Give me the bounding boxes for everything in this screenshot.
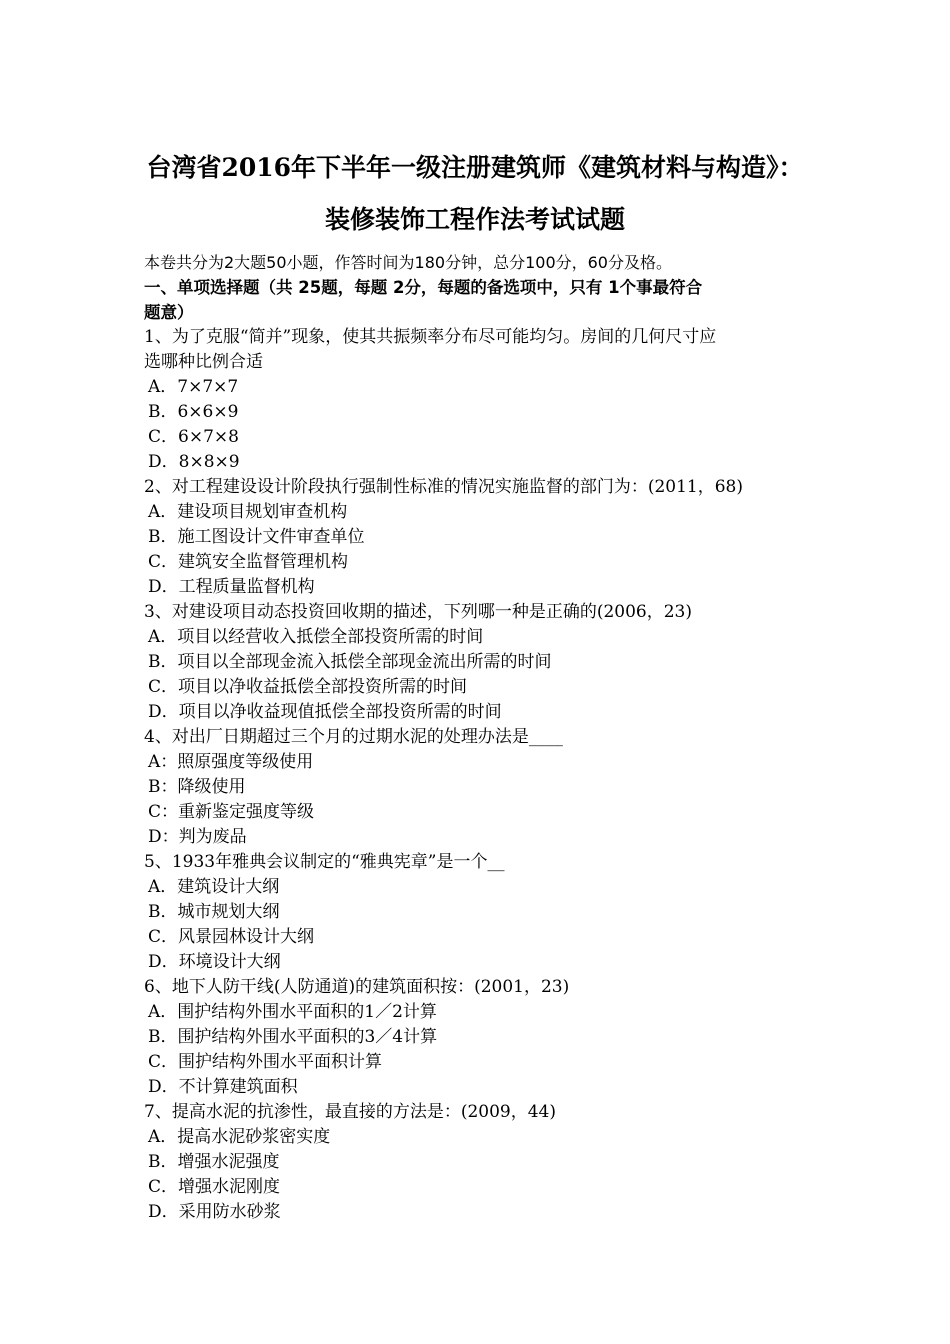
answer-option: D．采用防水砂浆	[148, 1202, 281, 1222]
answer-option: A．建筑设计大纲	[148, 877, 280, 897]
answer-option: A．围护结构外围水平面积的1／2计算	[148, 1002, 437, 1022]
question-1	[144, 325, 814, 475]
answer-option: B．6×6×9	[148, 402, 239, 422]
answer-option: C．围护结构外围水平面积计算	[148, 1052, 383, 1072]
answer-option: A：照原强度等级使用	[148, 752, 314, 772]
question-6	[144, 975, 814, 1100]
question-7	[144, 1100, 814, 1225]
question-5	[144, 850, 814, 975]
answer-option: B．项目以全部现金流入抵偿全部现金流出所需的时间	[148, 652, 552, 672]
section-heading: 一、单项选择题（共 25题，每题 2分，每题的备选项中，只有 1个事最符合	[144, 278, 703, 297]
question-stem: 3、对建设项目动态投资回收期的描述，下列哪一种是正确的(2006，23)	[144, 602, 692, 622]
document-body	[144, 250, 814, 1225]
answer-option: A．提高水泥砂浆密实度	[148, 1127, 331, 1147]
document-title-line-2: 装修装饰工程作法考试试题	[324, 205, 625, 234]
question-4	[144, 725, 814, 850]
question-stem: 4、对出厂日期超过三个月的过期水泥的处理办法是____	[144, 727, 563, 747]
answer-option: B．增强水泥强度	[148, 1152, 280, 1172]
question-stem: 5、1933年雅典会议制定的“雅典宪章”是一个__	[144, 852, 505, 872]
answer-option: B．城市规划大纲	[148, 902, 280, 922]
question-stem: 1、为了克服“简并”现象，使其共振频率分布尽可能均匀。房间的几何尺寸应	[144, 327, 717, 347]
question-stem: 6、地下人防干线(人防通道)的建筑面积按：(2001，23)	[144, 977, 570, 997]
document-title-line-1: 台湾省2016年下半年一级注册建筑师《建筑材料与构造》：	[146, 153, 804, 182]
answer-option: C．风景园林设计大纲	[148, 927, 315, 947]
question-2	[144, 475, 814, 600]
answer-option: C．增强水泥刚度	[148, 1177, 281, 1197]
answer-option: A．项目以经营收入抵偿全部投资所需的时间	[148, 627, 484, 647]
answer-option: B．施工图设计文件审查单位	[148, 527, 365, 547]
answer-option: D．不计算建筑面积	[148, 1077, 298, 1097]
question-stem: 2、对工程建设设计阶段执行强制性标准的情况实施监督的部门为：(2011，68)	[144, 477, 743, 497]
question-list	[144, 325, 814, 1225]
answer-option: C．6×7×8	[148, 427, 239, 447]
answer-option: D：判为废品	[148, 827, 247, 847]
question-stem: 选哪种比例合适	[144, 352, 263, 372]
answer-option: C．项目以净收益抵偿全部投资所需的时间	[148, 677, 468, 697]
answer-option: A．建设项目规划审查机构	[148, 502, 348, 522]
answer-option: C．建筑安全监督管理机构	[148, 552, 349, 572]
exam-intro: 本卷共分为2大题50小题，作答时间为180分钟，总分100分，60分及格。	[144, 253, 672, 272]
section-heading-continued: 题意）	[144, 303, 194, 322]
question-3	[144, 600, 814, 725]
question-stem: 7、提高水泥的抗渗性，最直接的方法是：(2009，44)	[144, 1102, 556, 1122]
answer-option: D．工程质量监督机构	[148, 577, 315, 597]
answer-option: B．围护结构外围水平面积的3／4计算	[148, 1027, 438, 1047]
answer-option: B：降级使用	[148, 777, 246, 797]
answer-option: D．环境设计大纲	[148, 952, 281, 972]
answer-option: C：重新鉴定强度等级	[148, 802, 315, 822]
answer-option: D．项目以净收益现值抵偿全部投资所需的时间	[148, 702, 502, 722]
answer-option: D．8×8×9	[148, 452, 240, 472]
answer-option: A．7×7×7	[148, 377, 239, 397]
